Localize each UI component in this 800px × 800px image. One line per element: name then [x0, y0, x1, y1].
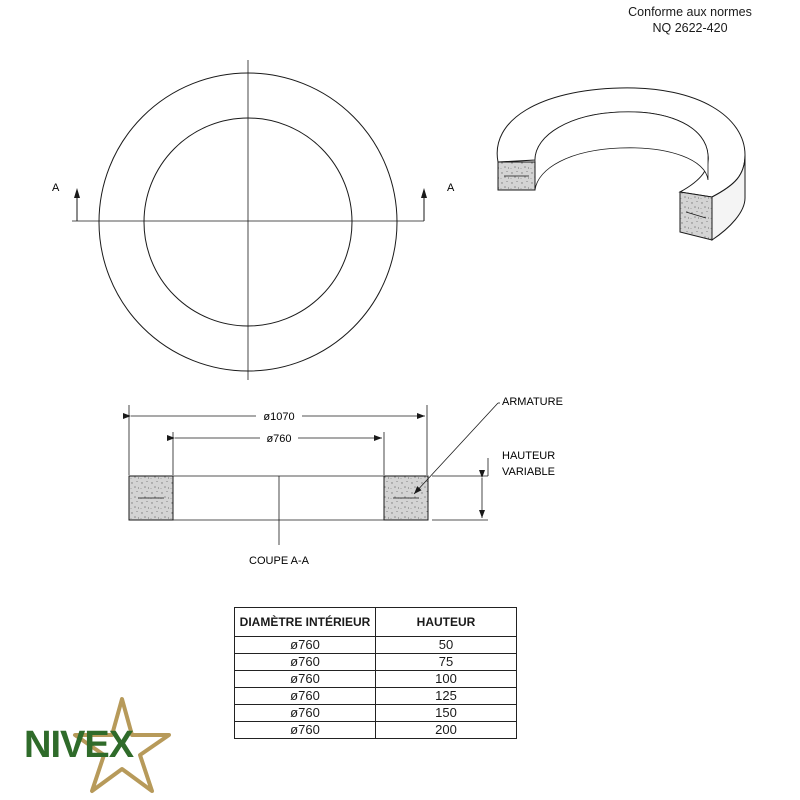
logo-text: NIVEX	[24, 724, 134, 766]
cell-height: 125	[376, 688, 517, 705]
isometric-ring	[497, 88, 745, 240]
iso-cut-face-right	[680, 192, 712, 240]
section-marker-left: A	[52, 182, 60, 194]
section-marker-right: A	[447, 182, 455, 194]
height-label-line2: VARIABLE	[502, 466, 555, 478]
inner-diameter-label: ø760	[266, 433, 292, 445]
cell-height: 200	[376, 722, 517, 739]
section-arrowhead-right	[421, 188, 427, 198]
header-inner-diameter: DIAMÈTRE INTÉRIEUR	[235, 608, 376, 637]
plan-view	[52, 60, 455, 380]
table-row	[235, 637, 517, 654]
section-arrowhead-left	[74, 188, 80, 198]
cell-diameter: ø760	[235, 722, 376, 739]
table-row	[235, 688, 517, 705]
outer-diameter-label: ø1070	[263, 411, 295, 423]
table-header-row	[235, 608, 517, 637]
dimensions-table	[234, 607, 517, 739]
table-row	[235, 722, 517, 739]
cell-height: 100	[376, 671, 517, 688]
table-row	[235, 671, 517, 688]
cell-diameter: ø760	[235, 637, 376, 654]
cell-diameter: ø760	[235, 705, 376, 722]
cell-diameter: ø760	[235, 688, 376, 705]
nivex-logo	[22, 695, 172, 795]
cell-diameter: ø760	[235, 671, 376, 688]
cell-height: 50	[376, 637, 517, 654]
height-label-line1: HAUTEUR	[502, 450, 556, 462]
reinforcement-label: ARMATURE	[502, 396, 563, 408]
table-row	[235, 654, 517, 671]
standards-note-line1: Conforme aux normes	[628, 5, 752, 19]
cell-diameter: ø760	[235, 654, 376, 671]
section-view	[129, 396, 563, 567]
section-title: COUPE A-A	[249, 555, 309, 567]
cell-height: 150	[376, 705, 517, 722]
cell-height: 75	[376, 654, 517, 671]
table-row	[235, 705, 517, 722]
standards-note-line2: NQ 2622-420	[652, 21, 728, 35]
header-height: HAUTEUR	[376, 608, 517, 637]
